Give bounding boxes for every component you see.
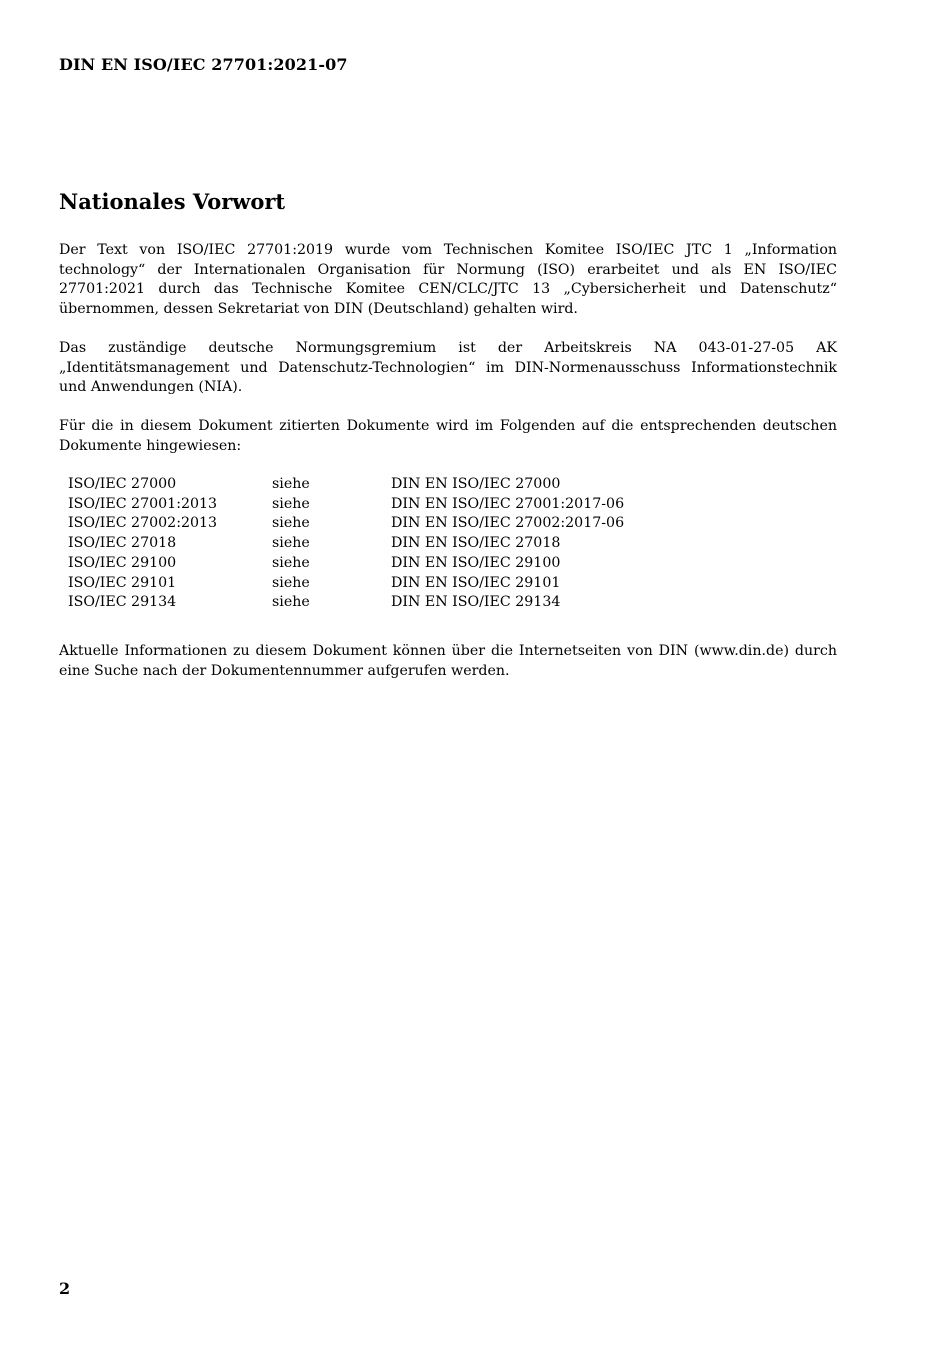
table-row: [68, 593, 624, 613]
iso-reference: ISO/IEC 27001:2013: [68, 495, 218, 512]
iso-reference: ISO/IEC 29134: [68, 594, 177, 611]
table-row: [68, 534, 624, 554]
table-row: [68, 514, 624, 534]
table-row: [68, 495, 624, 515]
document-code: DIN EN ISO/IEC 27701:2021-07: [59, 55, 348, 74]
page-number: 2: [59, 1279, 71, 1298]
din-reference: DIN EN ISO/IEC 27001:2017-06: [391, 495, 625, 512]
iso-reference: ISO/IEC 27018: [68, 535, 177, 552]
section-title: Nationales Vorwort: [59, 189, 286, 214]
relation-label: siehe: [272, 515, 310, 532]
table-row: [68, 554, 624, 574]
iso-reference: ISO/IEC 29100: [68, 554, 177, 571]
relation-label: siehe: [272, 554, 310, 571]
relation-label: siehe: [272, 594, 310, 611]
reference-table: [68, 475, 624, 613]
din-reference: DIN EN ISO/IEC 29100: [391, 554, 561, 571]
relation-label: siehe: [272, 535, 310, 552]
relation-label: siehe: [272, 495, 310, 512]
paragraph-origin: Der Text von ISO/IEC 27701:2019 wurde vom Technischen Komitee ISO/IEC JTC 1 „Information technology“ der Internationalen Organisation für Normung (ISO) erarbeitet und als EN ISO/IEC 27701:2021 durch das Technische Komitee CEN/CLC/JTC 13 „Cybersicherheit und Datenschutz“ übernommen, dessen Sekretariat von DIN (Deutschland) gehalten wird.: [59, 242, 837, 317]
iso-reference: ISO/IEC 29101: [68, 574, 177, 591]
relation-label: siehe: [272, 574, 310, 591]
din-reference: DIN EN ISO/IEC 29134: [391, 594, 561, 611]
paragraph-online-info: Aktuelle Informationen zu diesem Dokument können über die Internetseiten von DIN (www.din.de) durch eine Suche nach der Dokumentennummer aufgerufen werden.: [59, 643, 837, 679]
iso-reference: ISO/IEC 27002:2013: [68, 515, 218, 532]
din-reference: DIN EN ISO/IEC 27018: [391, 535, 561, 552]
table-row: [68, 574, 624, 594]
din-reference: DIN EN ISO/IEC 29101: [391, 574, 561, 591]
relation-label: siehe: [272, 476, 310, 492]
paragraph-references-intro: Für die in diesem Dokument zitierten Dokumente wird im Folgenden auf die entsprechenden deutschen Dokumente hingewiesen:: [59, 418, 837, 454]
table-row: [68, 475, 624, 495]
din-reference: DIN EN ISO/IEC 27000: [391, 476, 561, 492]
paragraph-committee: Das zuständige deutsche Normungsgremium ist der Arbeitskreis NA 043-01-27-05 AK „Identitätsmanagement und Datenschutz-Technologien“ im DIN-Normenausschuss Informationstechnik und Anwendungen (NIA).: [59, 340, 837, 396]
iso-reference: ISO/IEC 27000: [68, 476, 177, 492]
din-reference: DIN EN ISO/IEC 27002:2017-06: [391, 515, 625, 532]
